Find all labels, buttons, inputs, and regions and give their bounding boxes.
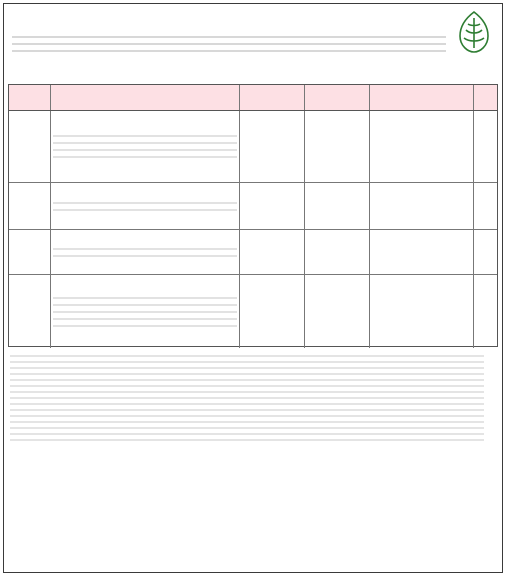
conditions-text-line: [53, 304, 237, 306]
note-text-line: [10, 379, 484, 381]
note-text-line: [10, 439, 484, 441]
row-number: [473, 275, 497, 348]
conditions-text-line: [53, 297, 237, 299]
note-item: [10, 427, 496, 441]
row-estimate: [304, 111, 369, 182]
notice-intro: [12, 32, 446, 80]
col-header-deposit: [239, 85, 304, 110]
row-number: [473, 183, 497, 229]
note-text-line: [10, 385, 484, 387]
row-subject: [369, 111, 473, 182]
conditions-text-line: [53, 135, 237, 137]
row-duration: [9, 111, 50, 182]
col-header-row-no: [473, 85, 497, 110]
conditions-text-line: [53, 142, 237, 144]
row-subject: [369, 183, 473, 229]
row-estimate: [304, 183, 369, 229]
note-text-line: [10, 391, 484, 393]
note-text-line: [10, 415, 484, 417]
note-text-line: [10, 409, 484, 411]
note-text-line: [10, 421, 484, 423]
note-item: [10, 355, 496, 357]
conditions-text-line: [53, 318, 237, 320]
note-item: [10, 361, 496, 369]
conditions-text-line: [53, 202, 237, 204]
row-conditions: [50, 111, 239, 182]
conditions-text-line: [53, 149, 237, 151]
note-item: [10, 373, 496, 381]
table-row: [9, 230, 497, 275]
row-estimate: [304, 230, 369, 274]
col-header-conditions: [50, 85, 239, 110]
row-duration: [9, 183, 50, 229]
col-header-estimate: [304, 85, 369, 110]
table-row: [9, 275, 497, 348]
publisher-footer: [12, 540, 212, 564]
conditions-text-line: [53, 209, 237, 211]
intro-text-line: [12, 43, 446, 45]
note-text-line: [10, 355, 484, 357]
note-text-line: [10, 361, 484, 363]
table-row: [9, 111, 497, 183]
row-estimate: [304, 275, 369, 348]
conditions-text-line: [53, 255, 237, 257]
row-subject: [369, 275, 473, 348]
row-conditions-body: [53, 243, 237, 262]
tender-notice: [3, 3, 503, 573]
conditions-text-line: [53, 325, 237, 327]
row-deposit: [239, 275, 304, 348]
row-number: [473, 230, 497, 274]
row-subject: [369, 230, 473, 274]
row-deposit: [239, 183, 304, 229]
note-text-line: [10, 403, 484, 405]
col-header-subject: [369, 85, 473, 110]
note-text-line: [10, 373, 484, 375]
row-deposit: [239, 230, 304, 274]
conditions-text-line: [53, 248, 237, 250]
tehran-municipality-emblem-icon: [452, 8, 496, 56]
row-conditions: [50, 183, 239, 229]
table-row: [9, 183, 497, 230]
col-header-duration: [9, 85, 50, 110]
table-header-row: [9, 85, 497, 111]
note-text-line: [10, 433, 484, 435]
row-deposit: [239, 111, 304, 182]
row-duration: [9, 230, 50, 274]
notice-title: [64, 8, 442, 30]
row-conditions-body: [53, 130, 237, 163]
intro-text-line: [12, 36, 446, 38]
note-text-line: [10, 367, 484, 369]
note-text-line: [10, 397, 484, 399]
tender-table: [8, 84, 498, 347]
row-duration: [9, 275, 50, 348]
row-conditions-body: [53, 292, 237, 332]
notice-header: [4, 4, 502, 84]
row-number: [473, 111, 497, 182]
intro-text-line: [12, 50, 446, 52]
row-conditions: [50, 275, 239, 348]
row-conditions: [50, 230, 239, 274]
note-item: [10, 403, 496, 423]
conditions-text-line: [53, 156, 237, 158]
conditions-text-line: [53, 311, 237, 313]
note-text-line: [10, 427, 484, 429]
row-conditions-body: [53, 197, 237, 216]
note-item: [10, 385, 496, 399]
notes-section: [10, 351, 496, 541]
